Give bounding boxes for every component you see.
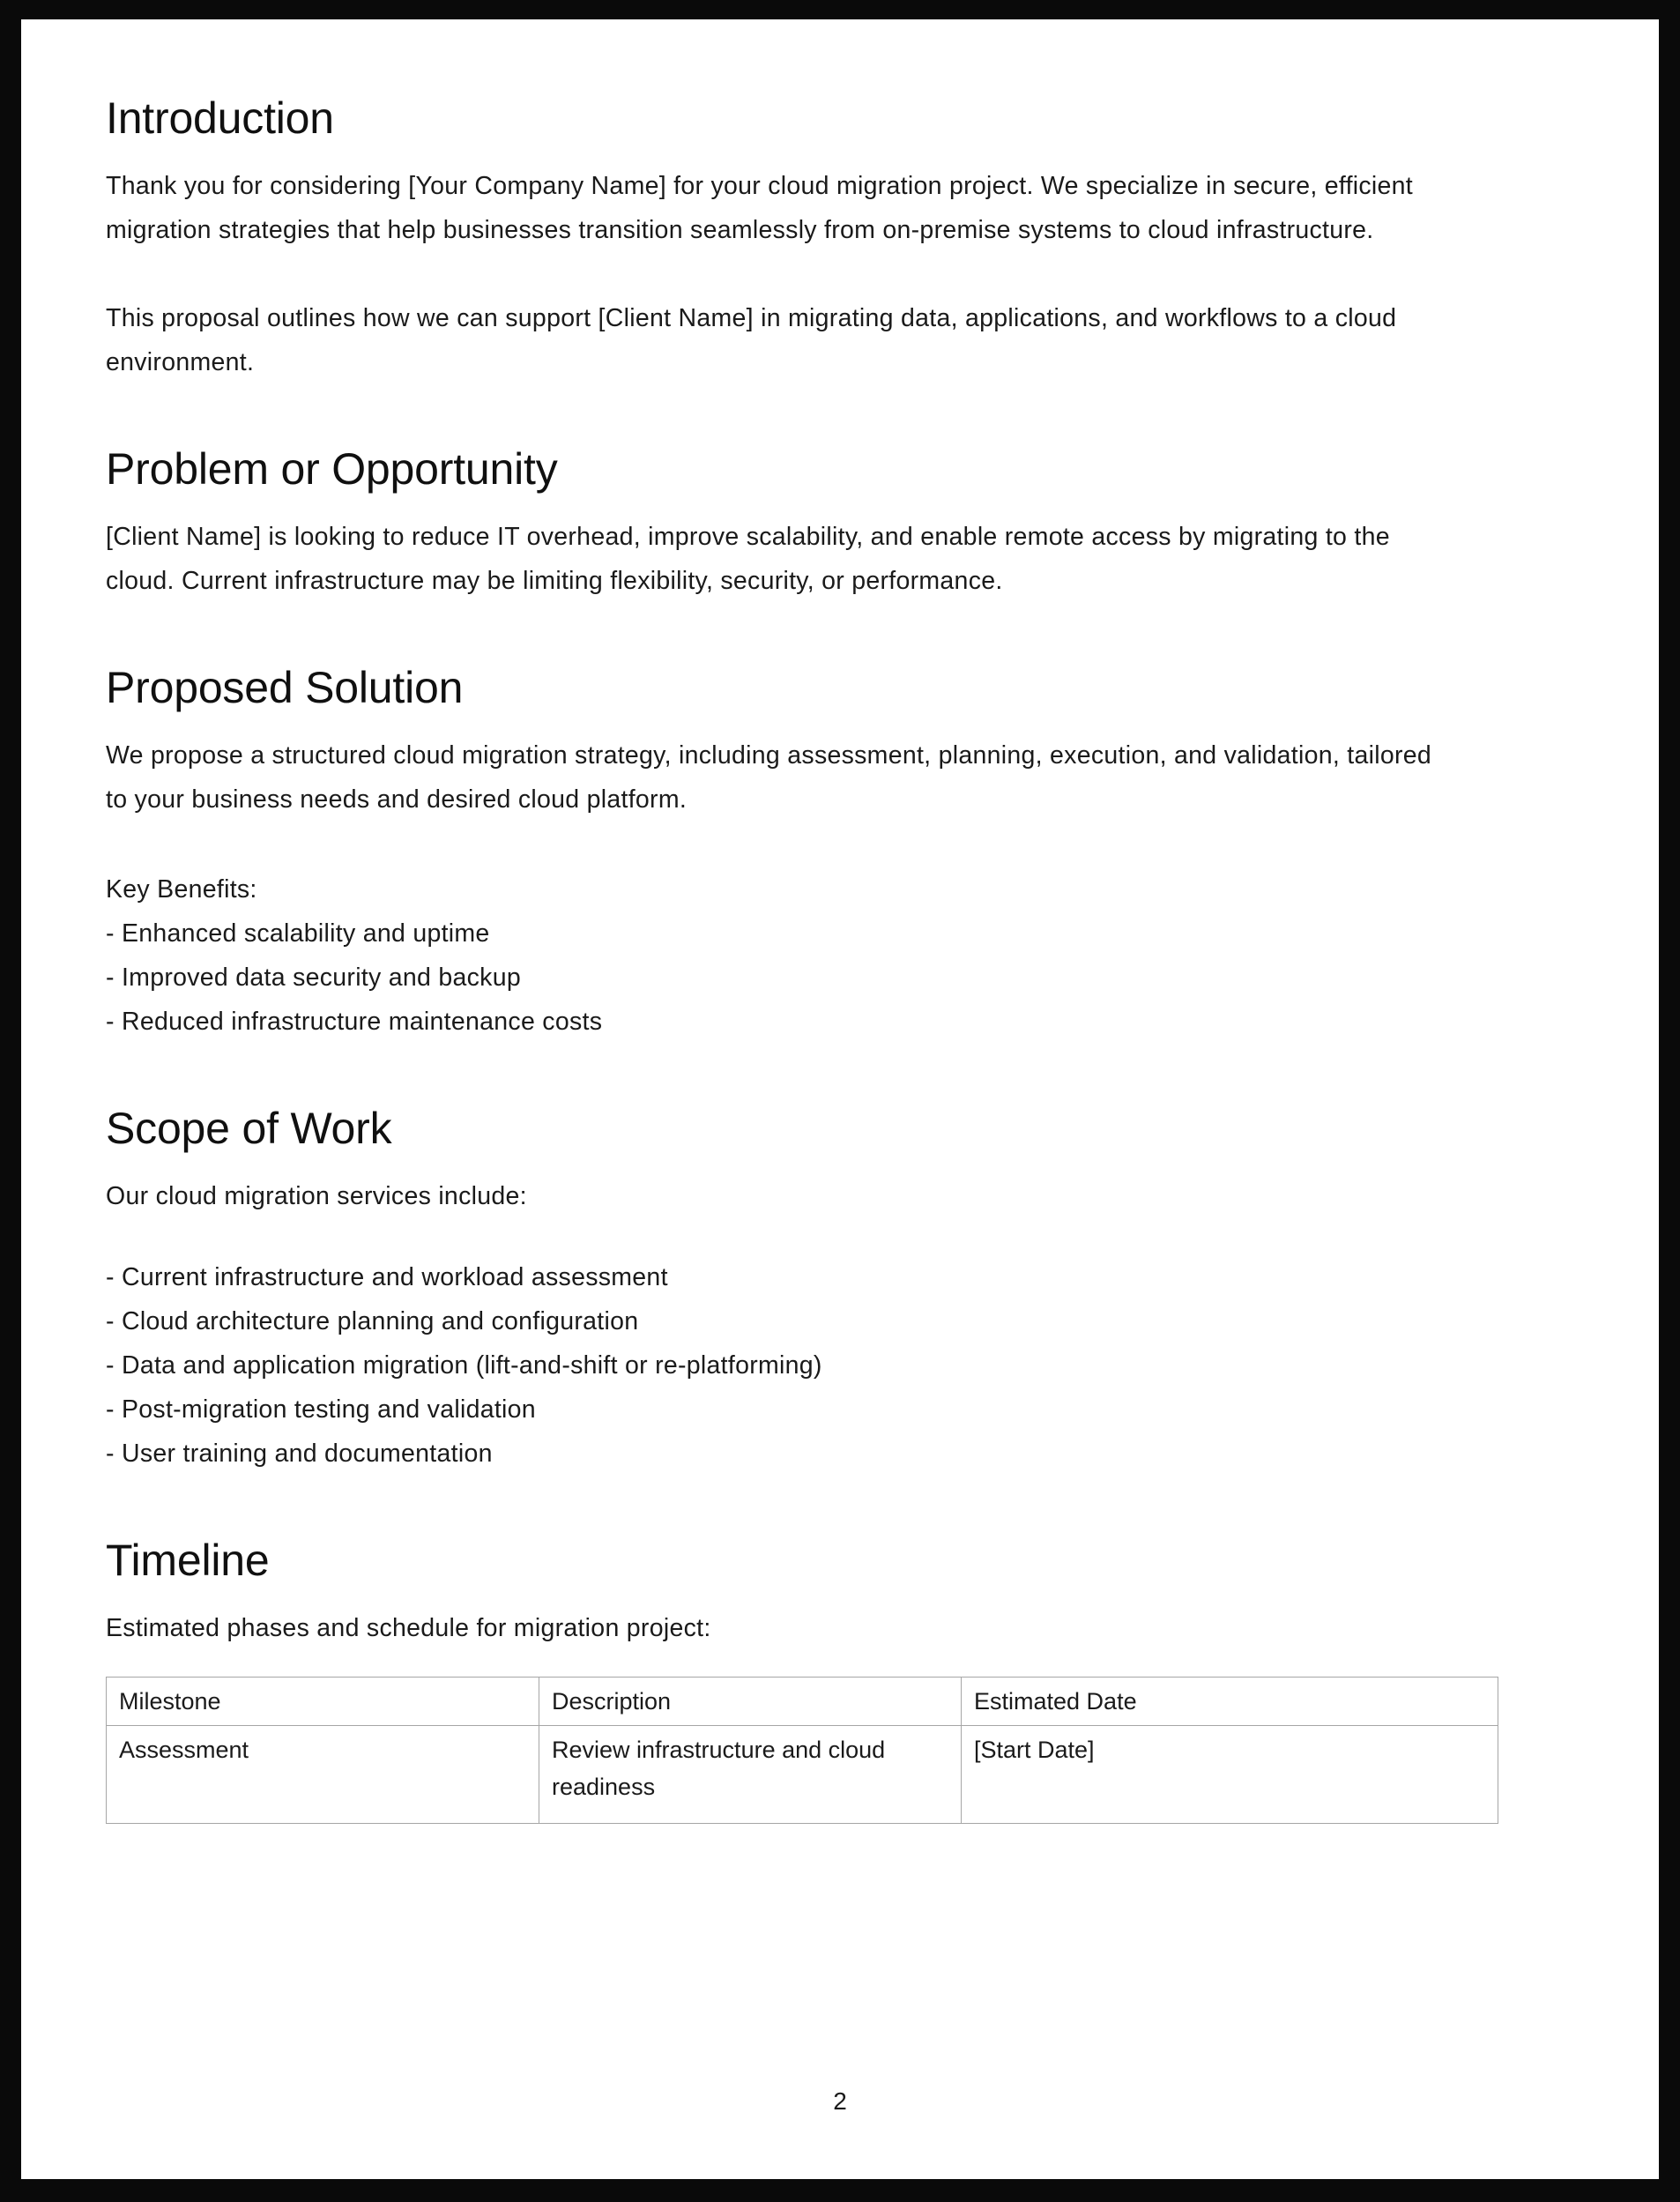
heading-problem-or-opportunity: Problem or Opportunity [106,444,558,494]
timeline-table [106,1677,1498,1824]
column-header-milestone: Milestone [107,1678,539,1726]
list-item: - User training and documentation [106,1439,493,1468]
table-row [107,1726,1498,1824]
heading-proposed-solution: Proposed Solution [106,663,464,712]
page-number: 2 [833,2087,847,2115]
spacer [106,1218,1446,1255]
heading-introduction: Introduction [106,93,334,143]
heading-timeline: Timeline [106,1536,270,1585]
list-item: - Enhanced scalability and uptime [106,919,490,948]
document-page [21,19,1659,2179]
paragraph-introduction-2: This proposal outlines how we can support [Client Name] in migrating data, applications, and workflows to a cloud environment. [106,304,1397,376]
document-body [106,93,1446,1824]
column-header-estimated-date: Estimated Date [962,1678,1498,1726]
heading-scope-of-work: Scope of Work [106,1104,392,1153]
list-item: - Cloud architecture planning and configuration [106,1307,639,1335]
paragraph-scope-of-work-intro: Our cloud migration services include: [106,1182,527,1210]
key-benefits-list [106,867,1446,1044]
table-header-row [107,1678,1498,1726]
list-item: - Current infrastructure and workload assessment [106,1263,668,1291]
spacer [106,822,1446,867]
scope-of-work-list [106,1255,1446,1476]
list-item: - Reduced infrastructure maintenance costs [106,1008,603,1036]
list-item: - Data and application migration (lift-and-shift or re-platforming) [106,1351,822,1380]
cell-estimated-date: [Start Date] [962,1726,1498,1824]
key-benefits-label: Key Benefits: [106,875,257,904]
paragraph-timeline-intro: Estimated phases and schedule for migration project: [106,1614,711,1642]
cell-milestone: Assessment [107,1726,539,1824]
paragraph-introduction-1: Thank you for considering [Your Company Name] for your cloud migration project. We specialize in secure, efficient migration strategies that help businesses transition seamlessly from on-premise systems to cloud infrastructure. [106,172,1414,244]
list-item: - Post-migration testing and validation [106,1395,536,1424]
list-item: - Improved data security and backup [106,963,521,992]
column-header-description: Description [539,1678,962,1726]
paragraph-problem-or-opportunity: [Client Name] is looking to reduce IT overhead, improve scalability, and enable remote access by migrating to the cloud. Current infrastructure may be limiting flexibility, security, or performance. [106,523,1390,595]
paragraph-proposed-solution: We propose a structured cloud migration strategy, including assessment, planning, execution, and validation, tailored to your business needs and desired cloud platform. [106,741,1432,814]
cell-description: Review infrastructure and cloud readiness [539,1726,962,1824]
